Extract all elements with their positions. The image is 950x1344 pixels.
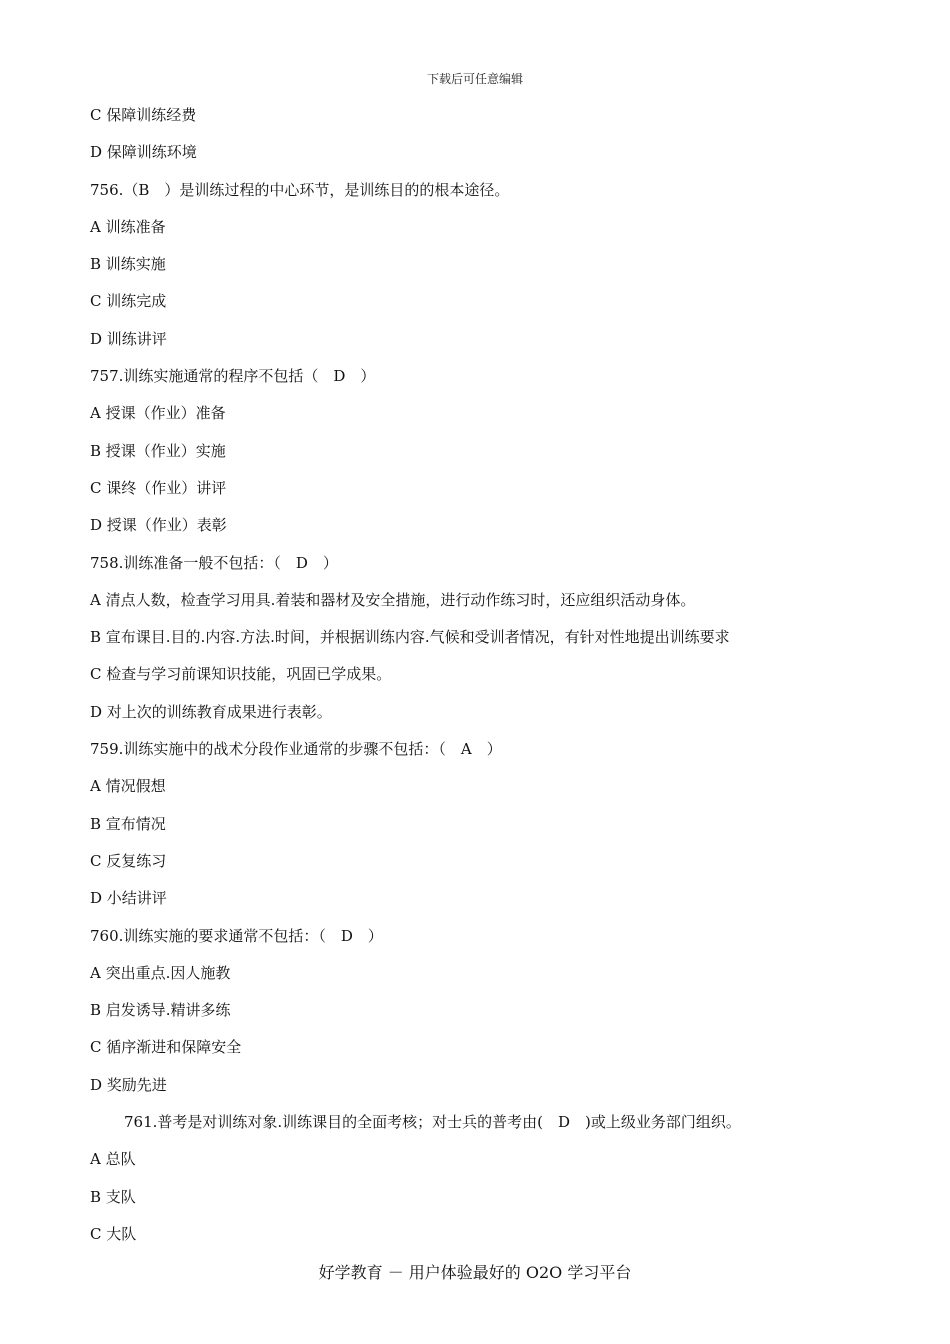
answer-option: B 训练实施 — [90, 255, 166, 274]
answer-option: C 训练完成 — [90, 292, 167, 311]
answer-option: B 授课（作业）实施 — [90, 441, 226, 460]
answer-option: C 反复练习 — [90, 851, 167, 870]
question-text: 760.训练实施的要求通常不包括：（ D ） — [90, 926, 383, 945]
answer-option: D 保障训练环境 — [90, 143, 197, 162]
page-footer: 好学教育 － 用户体验最好的 O2O 学习平台 — [318, 1263, 632, 1282]
answer-option: C 课终（作业）讲评 — [90, 478, 227, 497]
answer-option: C 检查与学习前课知识技能，巩固已学成果。 — [90, 665, 392, 684]
answer-option: C 循序渐进和保障安全 — [90, 1038, 242, 1057]
answer-option: A 训练准备 — [90, 217, 166, 236]
answer-option: C 保障训练经费 — [90, 106, 197, 124]
answer-option: A 突出重点.因人施教 — [90, 963, 231, 982]
question-text: 759.训练实施中的战术分段作业通常的步骤不包括：（ A ） — [90, 740, 502, 759]
question-text: 756.（B ）是训练过程的中心环节，是训练目的的根本途径。 — [90, 180, 510, 199]
answer-option: A 总队 — [90, 1150, 136, 1169]
question-text: 761.普考是对训练对象.训练课目的全面考核；对士兵的普考由( D )或上级业务部门组织。 — [124, 1113, 741, 1132]
answer-option: B 宣布课目.目的.内容.方法.时间，并根据训练内容.气候和受训者情况，有针对性地提出训练要求 — [90, 628, 730, 647]
answer-option: D 奖励先进 — [90, 1075, 167, 1094]
page-header: 下载后可任意编辑 — [426, 72, 523, 86]
answer-option: D 对上次的训练教育成果进行表彰。 — [90, 702, 332, 721]
document-body — [90, 100, 870, 1256]
answer-option: B 宣布情况 — [90, 814, 166, 833]
answer-option: D 训练讲评 — [90, 329, 167, 348]
answer-option: B 启发诱导.精讲多练 — [90, 1001, 231, 1020]
answer-option: D 授课（作业）表彰 — [90, 516, 227, 535]
question-text: 758.训练准备一般不包括：（ D ） — [90, 553, 338, 572]
answer-option: A 情况假想 — [90, 777, 166, 796]
answer-option: A 清点人数，检查学习用具.着装和器材及安全措施，进行动作练习时，还应组织活动身体。 — [90, 590, 696, 609]
answer-option: A 授课（作业）准备 — [90, 404, 226, 423]
answer-option: B 支队 — [90, 1187, 136, 1206]
answer-option: C 大队 — [90, 1224, 137, 1243]
answer-option: D 小结讲评 — [90, 889, 167, 908]
question-text: 757.训练实施通常的程序不包括（ D ） — [90, 367, 376, 386]
